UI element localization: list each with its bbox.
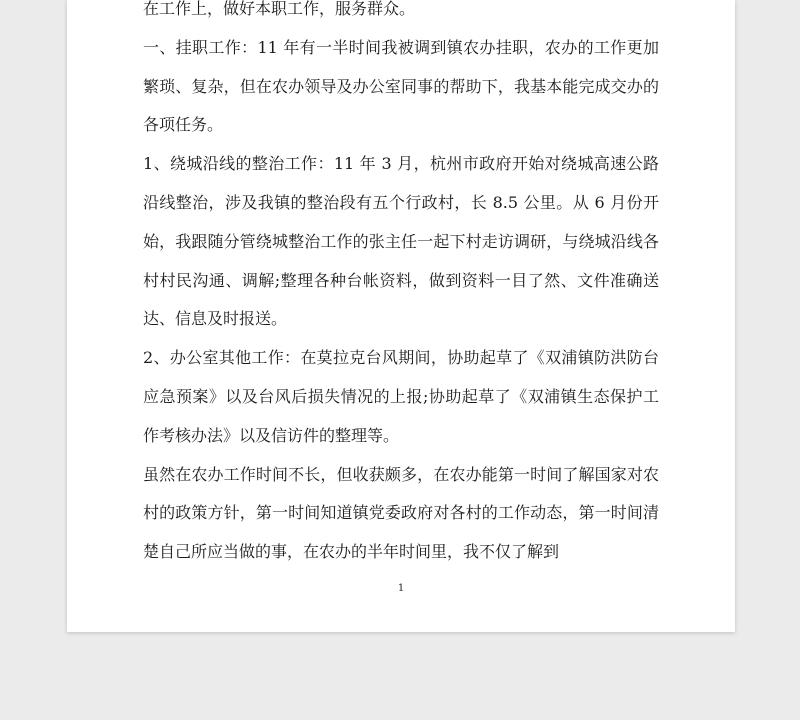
page-number: 1 <box>397 583 405 594</box>
paragraph-summary: 虽然在农办工作时间不长，但收获颇多，在农办能第一时间了解国家对农村的政策方针，第一时间知道镇党委政府对各村的工作动态，第一时间清楚自己所应当做的事，在农办的半年时间里，我不仅了解到 <box>143 464 659 562</box>
paragraph-office-work: 2、办公室其他工作：在莫拉克台风期间，协助起草了《双浦镇防洪防台应急预案》以及台风后损失情况的上报;协助起草了《双浦镇生态保护工作考核办法》以及信访件的整理等。 <box>143 348 659 445</box>
paragraph-secondment: 一、挂职工作：11 年有一半时间我被调到镇农办挂职，农办的工作更加繁琐、复杂，但在农办领导及办公室同事的帮助下，我基本能完成交办的各项任务。 <box>143 37 659 135</box>
paragraph-ring-road: 1、绕城沿线的整治工作：11 年 3 月，杭州市政府开始对绕城高速公路沿线整治，涉及我镇的整治段有五个行政村，长 8.5 公里。从 6 月份开始，我跟随分管绕城整治工作的张主任一起下村走访调研，与绕城沿线各村村民沟通、调解;整理各种台帐资料，做到资料一目了然、文件准确送达、信息及时报送。 <box>143 154 659 329</box>
paragraph-intro: 在工作上，做好本职工作，服务群众。 <box>143 0 416 18</box>
document-page <box>67 0 735 632</box>
document-body <box>143 0 659 572</box>
